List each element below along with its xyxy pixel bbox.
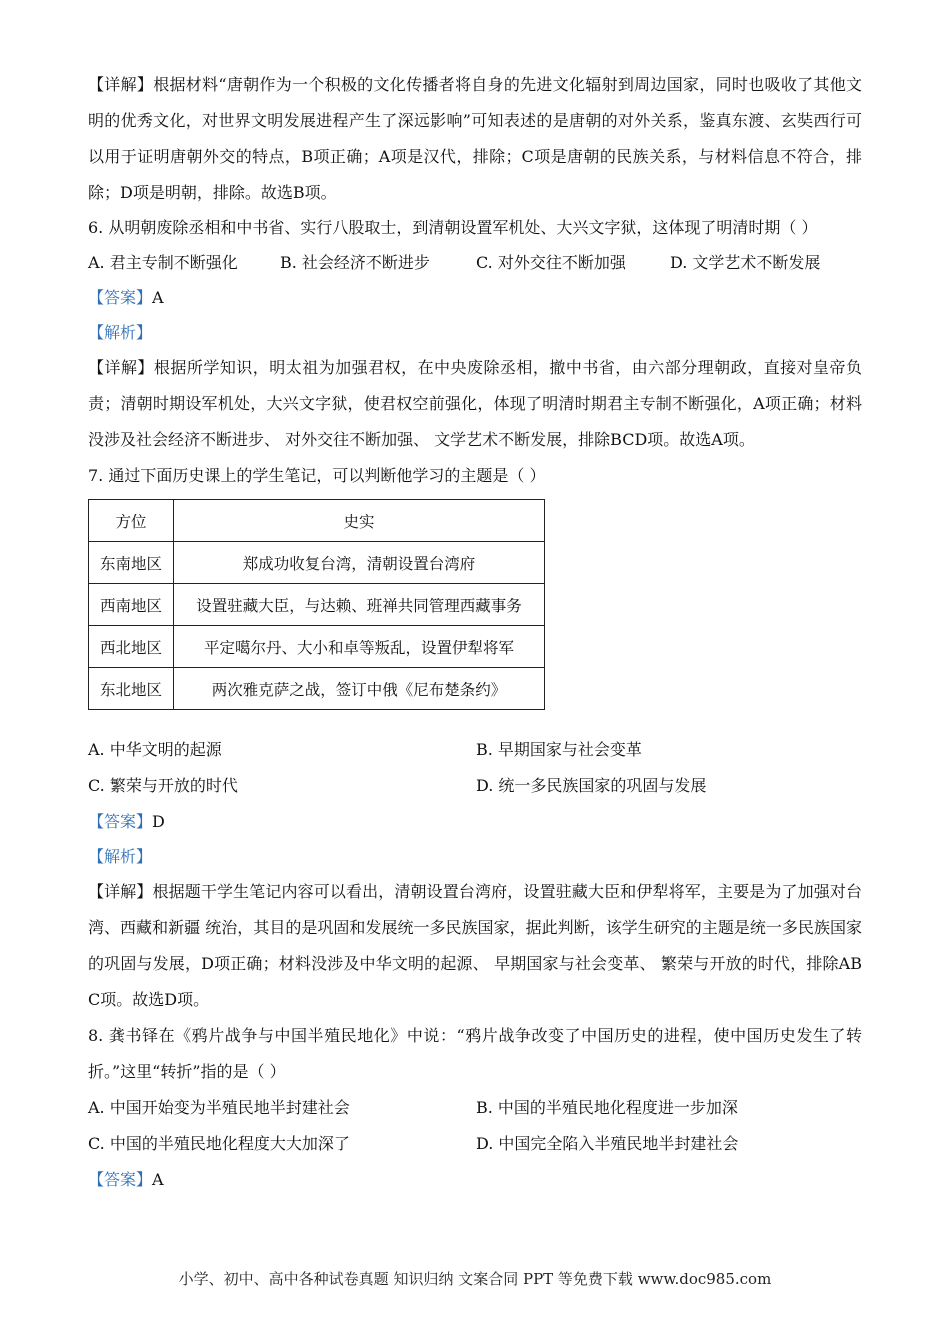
q5-detail-text: 根据材料“唐朝作为一个积极的文化传播者将自身的先进文化辐射到周边国家，同时也吸收了其他文明的优秀文化，对世界文明发展进程产生了深远影响”可知表述的是唐朝的对外关系，鉴真东渡、玄奘西行可以用于证明唐朝外交的特点，B项正确；A项是汉代，排除；C项是唐朝的民族关系，与材料信息不符合，排除；D项是明朝，排除。故选B项。 (88, 75, 862, 202)
table-cell-region: 西北地区 (89, 626, 174, 668)
q7-options-row-1 (88, 732, 862, 768)
table-cell-fact: 郑成功收复台湾，清朝设置台湾府 (174, 542, 545, 584)
q8-option-a: A. 中国开始变为半殖民地半封建社会 (88, 1098, 350, 1117)
page-footer: 小学、初中、高中各种试卷真题 知识归纳 文案合同 PPT 等免费下载 www.doc985.com (178, 1270, 772, 1288)
table-row (89, 668, 545, 710)
q6-analysis-tag: 【解析】 (88, 323, 153, 342)
table-cell-region: 西南地区 (89, 584, 174, 626)
q6-option-a: A. 君主专制不断强化 (88, 253, 238, 272)
q7-option-c: C. 繁荣与开放的时代 (88, 776, 238, 795)
q7-analysis-tag: 【解析】 (88, 847, 153, 866)
q8-option-d: D. 中国完全陷入半殖民地半封建社会 (476, 1134, 739, 1153)
q7-options-row-2 (88, 768, 862, 804)
q6-detail-text: 根据所学知识，明太祖为加强君权，在中央废除丞相，撤中书省，由六部分理朝政，直接对皇帝负责；清朝时期设军机处，大兴文字狱，使君权空前强化，体现了明清时期君主专制不断强化，A项正确；材料没涉及社会经济不断进步、 对外交往不断加强、 文学艺术不断发展，排除BCD项。故选A项。 (88, 358, 862, 449)
q6-detail (88, 350, 862, 458)
q6-answer-value: A (152, 288, 164, 307)
q7-question: 7. 通过下面历史课上的学生笔记，可以判断他学习的主题是（ ） (88, 466, 546, 485)
q7-option-b: B. 早期国家与社会变革 (476, 740, 642, 759)
q8-option-c: C. 中国的半殖民地化程度大大加深了 (88, 1134, 350, 1153)
q6-option-b: B. 社会经济不断进步 (280, 253, 430, 272)
q6-answer (88, 280, 862, 315)
table-header-direction: 方位 (89, 500, 174, 542)
q7-detail-text: 根据题干学生笔记内容可以看出，清朝设置台湾府，设置驻藏大臣和伊犁将军，主要是为了加强对台湾、西藏和新疆 统治，其目的是巩固和发展统一多民族国家，据此判断，该学生研究的主题是统一多民族国家的巩固与发展，D项正确；材料没涉及中华文明的起源、 早期国家与社会变革、 繁荣与开放的时代，排除ABC项。故选D项。 (88, 882, 862, 1009)
q8-options-row-2 (88, 1126, 862, 1162)
q7-detail-tag: 【详解】 (88, 882, 153, 901)
q7-detail (88, 874, 862, 1018)
q8-option-b: B. 中国的半殖民地化程度进一步加深 (476, 1098, 738, 1117)
q8-answer-tag: 【答案】 (88, 1170, 153, 1189)
table-cell-region: 东北地区 (89, 668, 174, 710)
table-header-row (89, 500, 545, 542)
q6-detail-tag: 【详解】 (88, 358, 154, 377)
table-cell-fact: 设置驻藏大臣，与达赖、班禅共同管理西藏事务 (174, 584, 545, 626)
q8-question: 8. 龚书铎在《鸦片战争与中国半殖民地化》中说：“鸦片战争改变了中国历史的进程，使中国历史发生了转折。”这里“转折”指的是（ ） (88, 1026, 862, 1081)
table-row (89, 542, 545, 584)
q7-option-a: A. 中华文明的起源 (88, 740, 222, 759)
q7-answer-tag: 【答案】 (88, 812, 153, 831)
q6-option-d: D. 文学艺术不断发展 (670, 253, 821, 272)
q6-options (88, 245, 862, 280)
q8-answer (88, 1162, 862, 1197)
table-header-facts: 史实 (174, 500, 545, 542)
table-row (89, 584, 545, 626)
table-cell-region: 东南地区 (89, 542, 174, 584)
table-cell-fact: 平定噶尔丹、大小和卓等叛乱，设置伊犁将军 (174, 626, 545, 668)
q7-option-d: D. 统一多民族国家的巩固与发展 (476, 776, 707, 795)
q6-question: 6. 从明朝废除丞相和中书省、实行八股取士，到清朝设置军机处、大兴文字狱，这体现了明清时期（ ） (88, 218, 818, 237)
q8-options-row-1 (88, 1090, 862, 1126)
q6-answer-tag: 【答案】 (88, 288, 153, 307)
q5-detail-tag: 【详解】 (88, 75, 154, 94)
q7-answer-value: D (152, 812, 165, 831)
q6-option-c: C. 对外交往不断加强 (476, 253, 626, 272)
q7-answer (88, 804, 862, 839)
table-row (89, 626, 545, 668)
q8-answer-value: A (152, 1170, 164, 1189)
table-cell-fact: 两次雅克萨之战，签订中俄《尼布楚条约》 (174, 668, 545, 710)
q5-detail (88, 67, 862, 211)
student-notes-table (88, 499, 545, 710)
document-body (88, 70, 862, 1197)
